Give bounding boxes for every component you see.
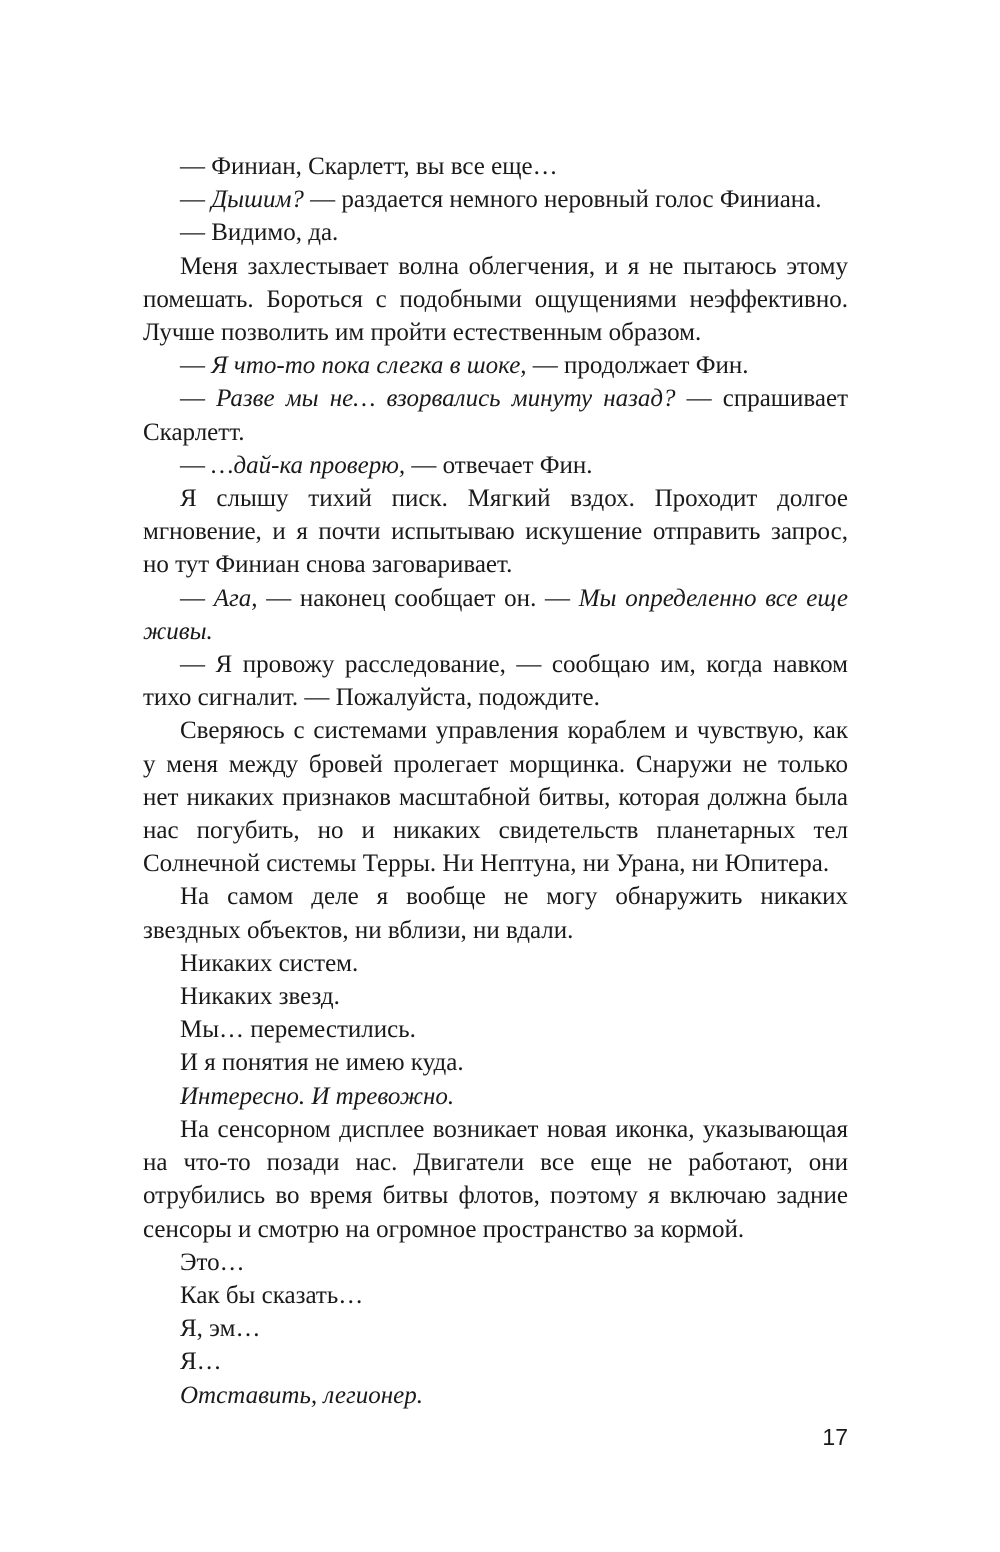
page-number: 17 [822,1424,848,1450]
book-page-text [143,150,848,1412]
paragraph: На сенсорном дисплее возникает новая иконка, указывающая на что-то позади нас. Двигатели все еще не работают, они отрубились во время битвы флотов, поэтому я включаю задние сенсоры и смотрю на огромное пространство за кормой. [143,1115,848,1243]
paragraph: Отставить, легионер. [180,1381,423,1409]
paragraph: — Видимо, да. [180,219,339,247]
paragraph: Мы… переместились. [180,1016,416,1044]
paragraph: Сверяюсь с системами управления кораблем и чувствую, как у меня между бровей пролегает морщинка. Снаружи не только нет никаких признаков масштабной битвы, которая должна была нас погубить, но и никаких свидетельств планетарных тел Солнечной системы Терры. Ни Нептуна, ни Урана, ни Юпитера. [143,717,848,878]
paragraph: Как бы сказать… [180,1281,364,1309]
paragraph: — Я что-то пока слегка в шоке, — продолжает Фин. [180,352,749,380]
paragraph: На самом деле я вообще не могу обнаружить никаких звездных объектов, ни вблизи, ни вдали. [143,883,848,944]
paragraph: Я, эм… [180,1315,261,1343]
paragraph: Никаких систем. [180,949,359,977]
paragraph: Я слышу тихий писк. Мягкий вздох. Проходит долгое мгновение, и я почти испытываю искушение отправить запрос, но тут Финиан снова заговаривает. [143,485,848,579]
paragraph: Интересно. И тревожно. [180,1082,455,1110]
paragraph: — Ага, — наконец сообщает он. — Мы определенно все еще живы. [143,584,848,645]
paragraph: — Разве мы не… взорвались минуту назад? — спрашивает Скарлетт. [143,385,849,446]
paragraph: Меня захлестывает волна облегчения, и я не пытаюсь этому помешать. Бороться с подобными ощущениями неэффективно. Лучше позволить им пройти естественным образом. [143,252,848,347]
paragraph: — Я провожу расследование, — сообщаю им, когда навком тихо сигналит. — Пожалуйста, подождите. [143,651,848,712]
paragraph: Я… [180,1348,222,1376]
paragraph: И я понятия не имею куда. [180,1049,464,1077]
paragraph: Никаких звезд. [180,983,340,1011]
paragraph: — …дай-ка проверю, — отвечает Фин. [180,451,593,479]
paragraph: — Финиан, Скарлетт, вы все еще… [180,153,558,180]
paragraph: Это… [180,1248,245,1276]
paragraph: — Дышим? — раздается немного неровный голос Финиана. [180,186,822,214]
